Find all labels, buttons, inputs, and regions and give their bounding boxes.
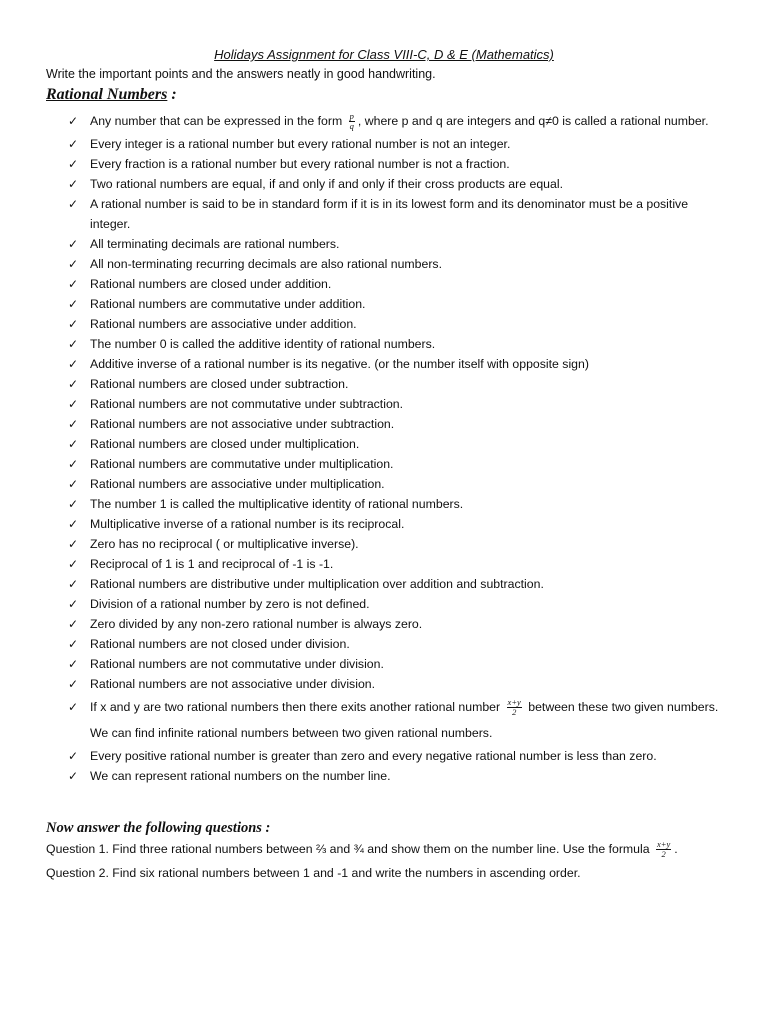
point-text: All terminating decimals are rational numbers.: [90, 237, 340, 251]
list-item: [62, 294, 730, 314]
section-heading-colon: :: [167, 86, 177, 103]
checkmark-icon: ✓: [68, 597, 79, 611]
point-text: Rational numbers are closed under multiplication.: [90, 437, 360, 451]
checkmark-icon: ✓: [68, 537, 79, 551]
list-item: [62, 108, 730, 134]
point-text: Rational numbers are commutative under addition.: [90, 297, 366, 311]
formula-fraction: [656, 840, 671, 859]
section-heading: [46, 86, 177, 104]
list-item: [62, 674, 730, 694]
list-item: [62, 534, 730, 554]
point-text: Two rational numbers are equal, if and only if and only if their cross products are equal.: [90, 177, 564, 191]
list-item: [62, 194, 730, 234]
list-item: [62, 394, 730, 414]
point-text: Rational numbers are not associative under division.: [90, 677, 376, 691]
point-text: Rational numbers are closed under subtraction.: [90, 377, 349, 391]
checkmark-icon: ✓: [68, 317, 79, 331]
point-text: Rational numbers are not commutative under division.: [90, 657, 384, 671]
fraction-denominator: 2: [661, 849, 666, 859]
checkmark-icon: ✓: [68, 517, 79, 531]
checkmark-icon: ✓: [68, 197, 79, 211]
checkmark-icon: ✓: [68, 114, 79, 128]
checkmark-icon: ✓: [68, 357, 79, 371]
checkmark-icon: ✓: [68, 577, 79, 591]
checkmark-icon: ✓: [68, 769, 79, 783]
checkmark-icon: ✓: [68, 397, 79, 411]
list-item: [62, 254, 730, 274]
point-text: Every positive rational number is greater than zero and every negative rational number is less than zero.: [90, 749, 657, 763]
list-item: [62, 574, 730, 594]
checkmark-icon: ✓: [68, 257, 79, 271]
list-item: [62, 474, 730, 494]
checkmark-icon: ✓: [68, 637, 79, 651]
list-item: [62, 134, 730, 154]
list-item: [62, 234, 730, 254]
question-1-end: .: [674, 841, 678, 856]
section-heading-text: Rational Numbers: [46, 86, 168, 103]
checkmark-icon: ✓: [68, 137, 79, 151]
point-text: Rational numbers are not associative under subtraction.: [90, 417, 395, 431]
list-item: [62, 434, 730, 454]
list-item: [62, 654, 730, 674]
list-item: [62, 274, 730, 294]
point-text: Division of a rational number by zero is not defined.: [90, 597, 370, 611]
question-1-text: Question 1. Find three rational numbers between ⅔ and ¾ and show them on the number line. Use the formula: [46, 841, 653, 856]
point-text: Rational numbers are not commutative under subtraction.: [90, 397, 404, 411]
point-text: Any number that can be expressed in the form: [90, 114, 346, 128]
list-item: [62, 746, 730, 766]
point-text: A rational number is said to be in standard form if it is in its lowest form and its denominator must be a positive integer.: [90, 197, 689, 231]
fraction-denominator: q: [349, 121, 354, 132]
list-item: [62, 154, 730, 174]
point-text: Multiplicative inverse of a rational number is its reciprocal.: [90, 517, 405, 531]
question-1: [46, 840, 678, 859]
checkmark-icon: ✓: [68, 337, 79, 351]
list-item: [62, 454, 730, 474]
checkmark-icon: ✓: [68, 177, 79, 191]
list-item: [62, 694, 730, 746]
point-text: The number 1 is called the multiplicative identity of rational numbers.: [90, 497, 464, 511]
list-item: [62, 334, 730, 354]
point-text: Reciprocal of 1 is 1 and reciprocal of -1 is -1.: [90, 557, 334, 571]
fraction-numerator: x+y: [507, 697, 521, 708]
list-item: [62, 314, 730, 334]
point-text: The number 0 is called the additive identity of rational numbers.: [90, 337, 436, 351]
point-text: Rational numbers are associative under addition.: [90, 317, 357, 331]
point-text: We can represent rational numbers on the number line.: [90, 769, 391, 783]
checkmark-icon: ✓: [68, 657, 79, 671]
point-text: Rational numbers are distributive under multiplication over addition and subtraction.: [90, 577, 544, 591]
list-item: [62, 174, 730, 194]
checkmark-icon: ✓: [68, 497, 79, 511]
list-item: [62, 594, 730, 614]
checkmark-icon: ✓: [68, 437, 79, 451]
point-text-end: between these two given numbers. We can find infinite rational numbers between two given rational numbers.: [90, 700, 719, 740]
list-item: [62, 766, 730, 786]
checkmark-icon: ✓: [68, 157, 79, 171]
checkmark-icon: ✓: [68, 297, 79, 311]
point-text: Every integer is a rational number but every rational number is not an integer.: [90, 137, 511, 151]
point-text: Rational numbers are commutative under multiplication.: [90, 457, 394, 471]
checkmark-icon: ✓: [68, 700, 79, 714]
point-text: Zero has no reciprocal ( or multiplicative inverse).: [90, 537, 359, 551]
point-text: Additive inverse of a rational number is its negative. (or the number itself with opposite sign): [90, 357, 589, 371]
checkmark-icon: ✓: [68, 617, 79, 631]
questions-heading: Now answer the following questions :: [46, 820, 271, 836]
fraction-denominator: 2: [512, 707, 517, 718]
checkmark-icon: ✓: [68, 477, 79, 491]
checkmark-icon: ✓: [68, 749, 79, 763]
point-text: Rational numbers are associative under multiplication.: [90, 477, 385, 491]
question-2: Question 2. Find six rational numbers between 1 and -1 and write the numbers in ascending order.: [46, 866, 581, 880]
fraction-numerator: p: [349, 111, 354, 122]
point-text: All non-terminating recurring decimals are also rational numbers.: [90, 257, 442, 271]
point-text: Zero divided by any non-zero rational number is always zero.: [90, 617, 423, 631]
instruction-text: Write the important points and the answers neatly in good handwriting.: [46, 67, 436, 81]
inline-fraction: [349, 112, 355, 131]
list-item: [62, 514, 730, 534]
checkmark-icon: ✓: [68, 417, 79, 431]
checkmark-icon: ✓: [68, 277, 79, 291]
point-text-end: , where p and q are integers and q≠0 is called a rational number.: [357, 114, 709, 128]
points-list: [62, 108, 730, 786]
checkmark-icon: ✓: [68, 377, 79, 391]
checkmark-icon: ✓: [68, 557, 79, 571]
point-text: Rational numbers are closed under addition.: [90, 277, 332, 291]
list-item: [62, 354, 730, 374]
fraction-numerator: x+y: [657, 839, 671, 849]
inline-fraction: [507, 698, 522, 717]
point-text: If x and y are two rational numbers then there exits another rational number: [90, 700, 504, 714]
checkmark-icon: ✓: [68, 457, 79, 471]
checkmark-icon: ✓: [68, 237, 79, 251]
list-item: [62, 614, 730, 634]
list-item: [62, 634, 730, 654]
list-item: [62, 414, 730, 434]
list-item: [62, 494, 730, 514]
point-text: Every fraction is a rational number but every rational number is not a fraction.: [90, 157, 510, 171]
document-title: Holidays Assignment for Class VIII-C, D & E (Mathematics): [214, 47, 554, 62]
list-item: [62, 554, 730, 574]
checkmark-icon: ✓: [68, 677, 79, 691]
list-item: [62, 374, 730, 394]
point-text: Rational numbers are not closed under division.: [90, 637, 350, 651]
